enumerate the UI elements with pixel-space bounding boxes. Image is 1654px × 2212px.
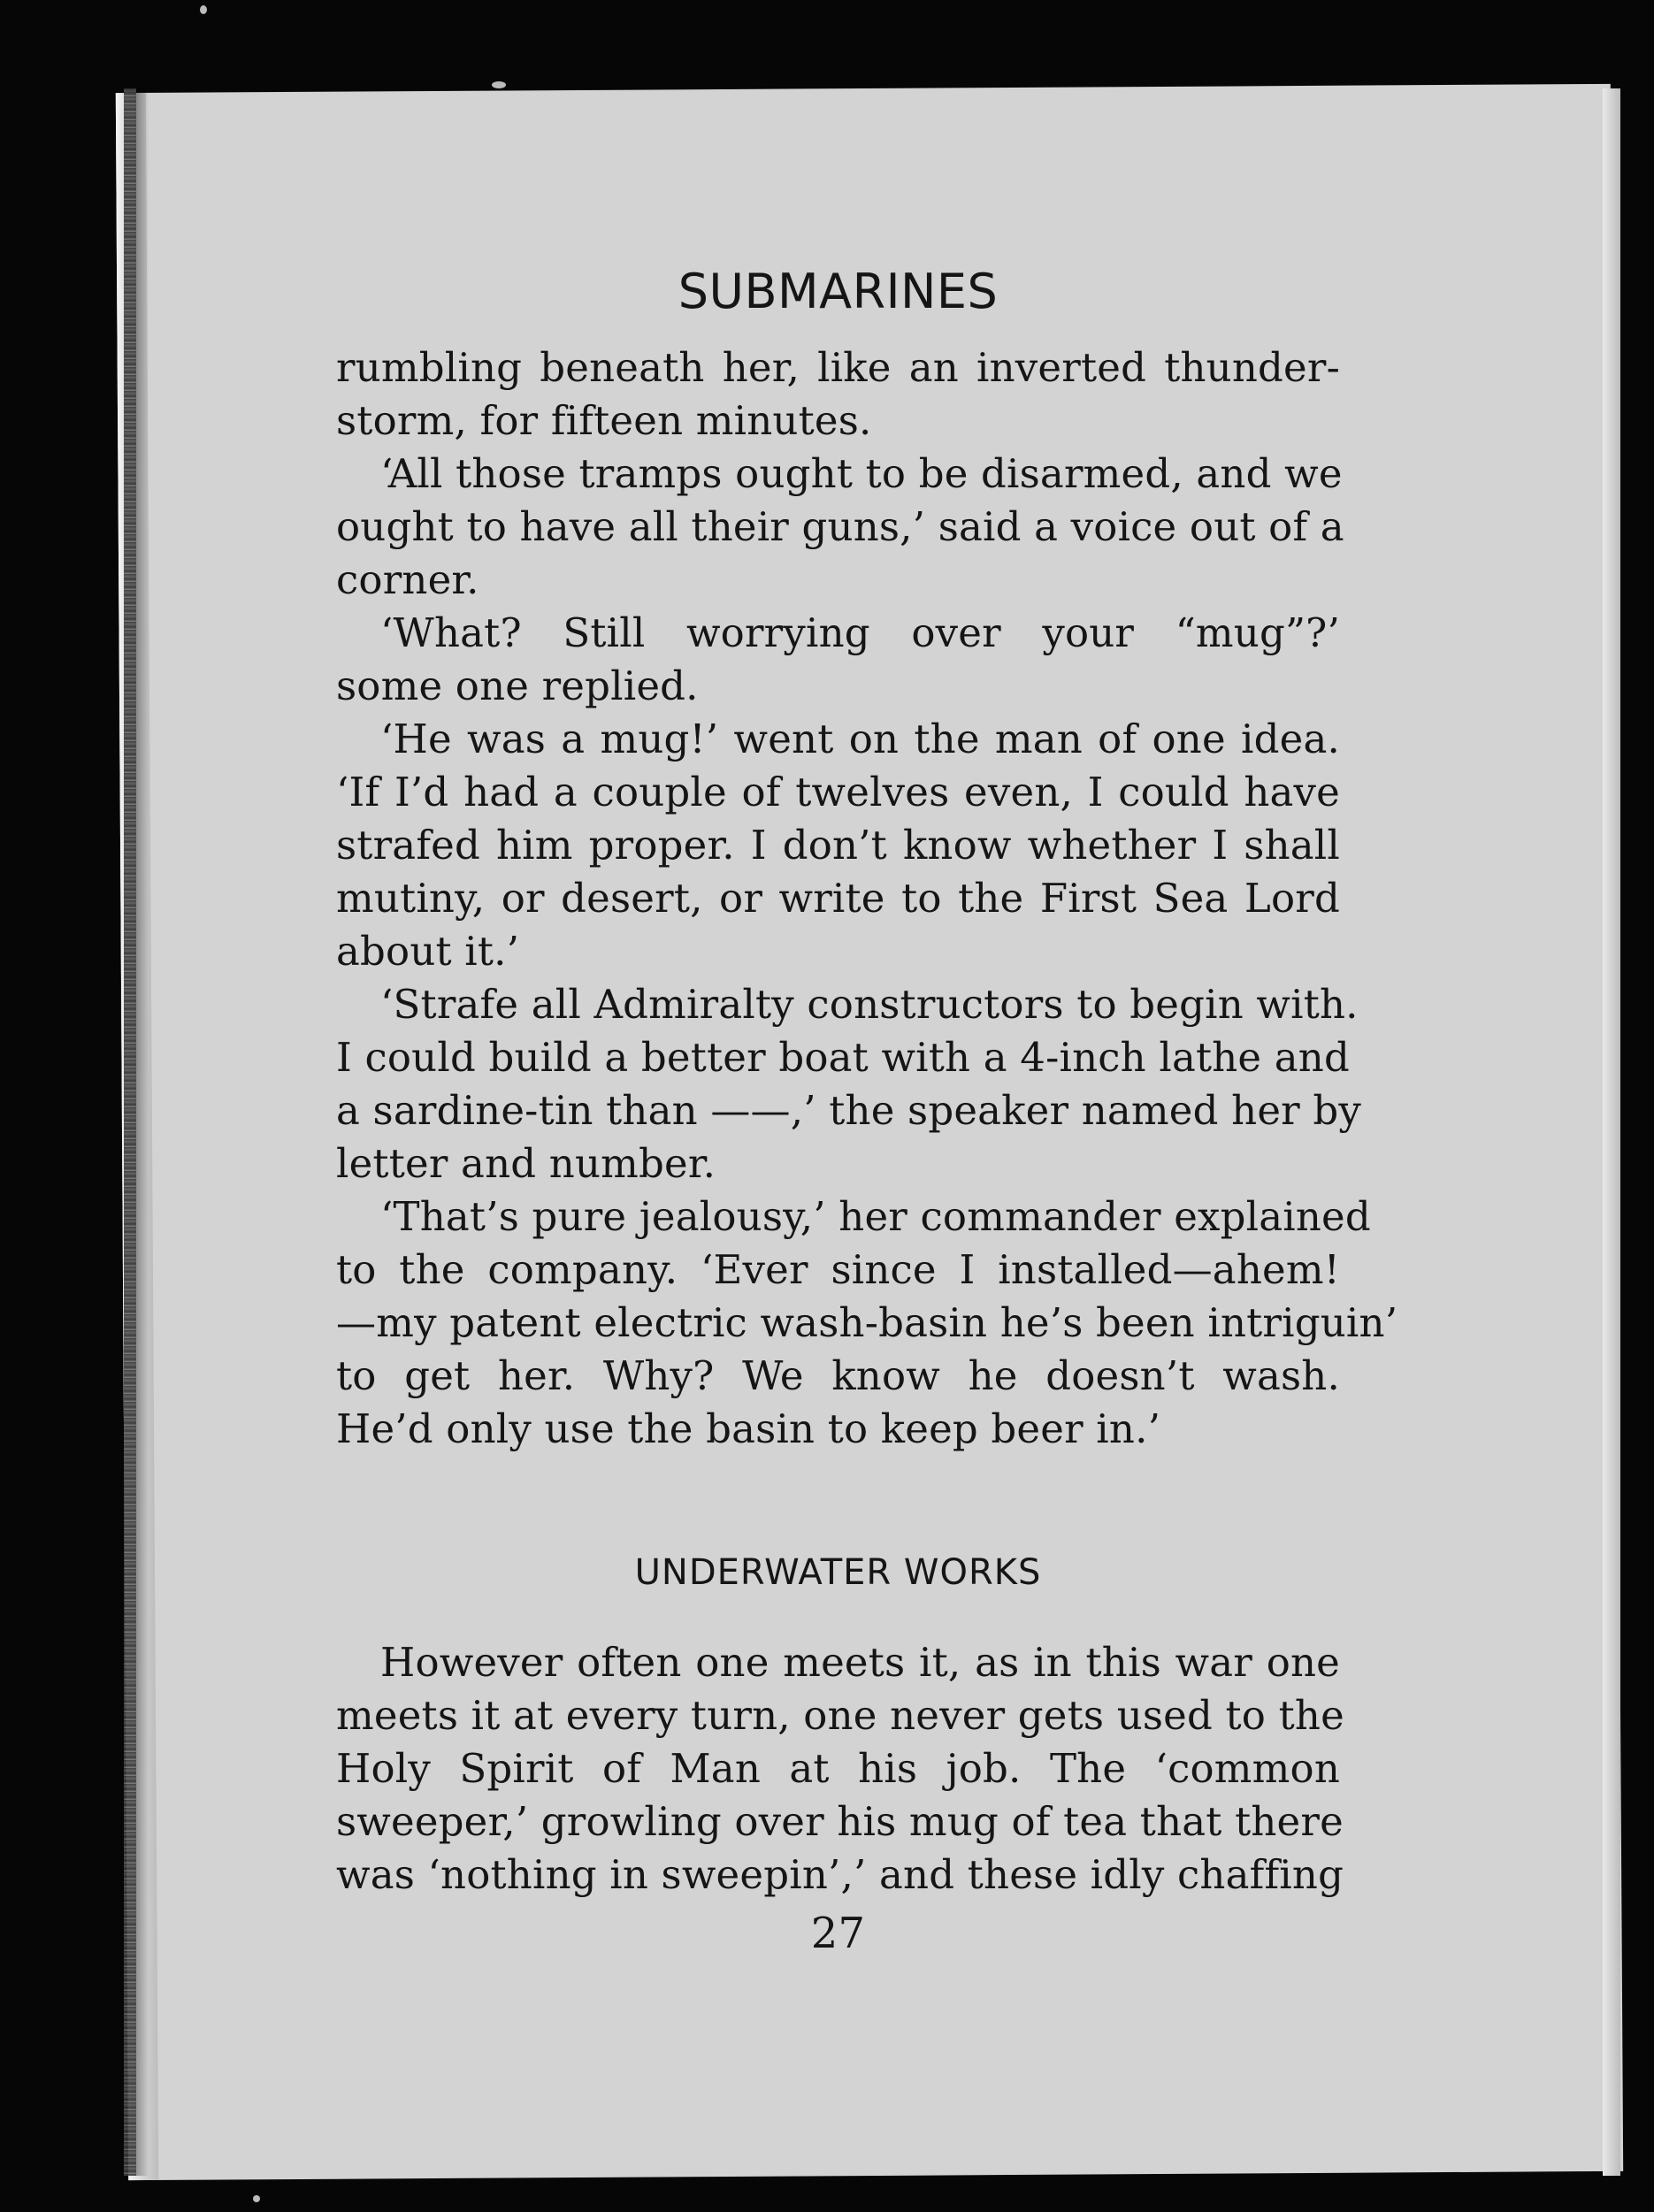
text-line: corner.	[336, 556, 479, 603]
text-line: was ‘nothing in sweepin’,’ and these idly chaffing	[336, 1851, 1344, 1898]
text-line: a sardine-tin than ——,’ the speaker named her by	[336, 1087, 1361, 1134]
page-right-edge	[1603, 88, 1620, 2176]
text-line: mutiny, or desert, or write to the First Sea Lord	[336, 875, 1340, 922]
text-line: He’d only use the basin to keep beer in.’	[336, 1405, 1161, 1452]
book-binding	[124, 88, 136, 2176]
text-line: to the company. ‘Ever since I installed—ahem!	[336, 1246, 1340, 1293]
scan-artifact	[253, 2195, 260, 2202]
text-line: sweeper,’ growling over his mug of tea that there	[336, 1798, 1344, 1845]
text-line: storm, for fifteen minutes.	[336, 397, 872, 444]
text-line: ‘All those tramps ought to be disarmed, and we	[380, 450, 1343, 497]
running-title: SUBMARINES	[678, 264, 999, 319]
text-line: ‘That’s pure jealousy,’ her commander explained	[380, 1193, 1371, 1240]
text-line: about it.’	[336, 928, 520, 975]
text-line: ‘He was a mug!’ went on the man of one idea.	[380, 716, 1340, 762]
text-line: meets it at every turn, one never gets used to the	[336, 1692, 1344, 1739]
text-line: Holy Spirit of Man at his job. The ‘common	[336, 1745, 1340, 1792]
text-line: letter and number.	[336, 1140, 716, 1187]
text-line: to get her. Why? We know he doesn’t wash.	[336, 1352, 1340, 1399]
text-line: ‘Strafe all Admiralty constructors to begin with.	[380, 981, 1359, 1028]
binding-shadow	[136, 88, 149, 2176]
text-line: ‘If I’d had a couple of twelves even, I could have	[336, 769, 1340, 815]
scan-artifact	[200, 5, 207, 14]
text-line: rumbling beneath her, like an inverted thunder-	[336, 344, 1340, 391]
page-number: 27	[810, 1909, 866, 1958]
text-line: strafed him proper. I don’t know whether I shall	[336, 822, 1340, 869]
text-line: I could build a better boat with a 4-inch lathe and	[336, 1034, 1350, 1081]
page-text	[336, 256, 1398, 1960]
text-line: some one replied.	[336, 662, 699, 709]
text-line: However often one meets it, as in this war one	[380, 1639, 1340, 1686]
scan-artifact	[492, 81, 506, 88]
text-line: ought to have all their guns,’ said a voice out of a	[336, 503, 1344, 550]
section-heading: UNDERWATER WORKS	[634, 1552, 1042, 1593]
text-line: —my patent electric wash-basin he’s been intriguin’	[336, 1299, 1398, 1346]
text-line: ‘What? Still worrying over your “mug”?’	[380, 609, 1340, 656]
